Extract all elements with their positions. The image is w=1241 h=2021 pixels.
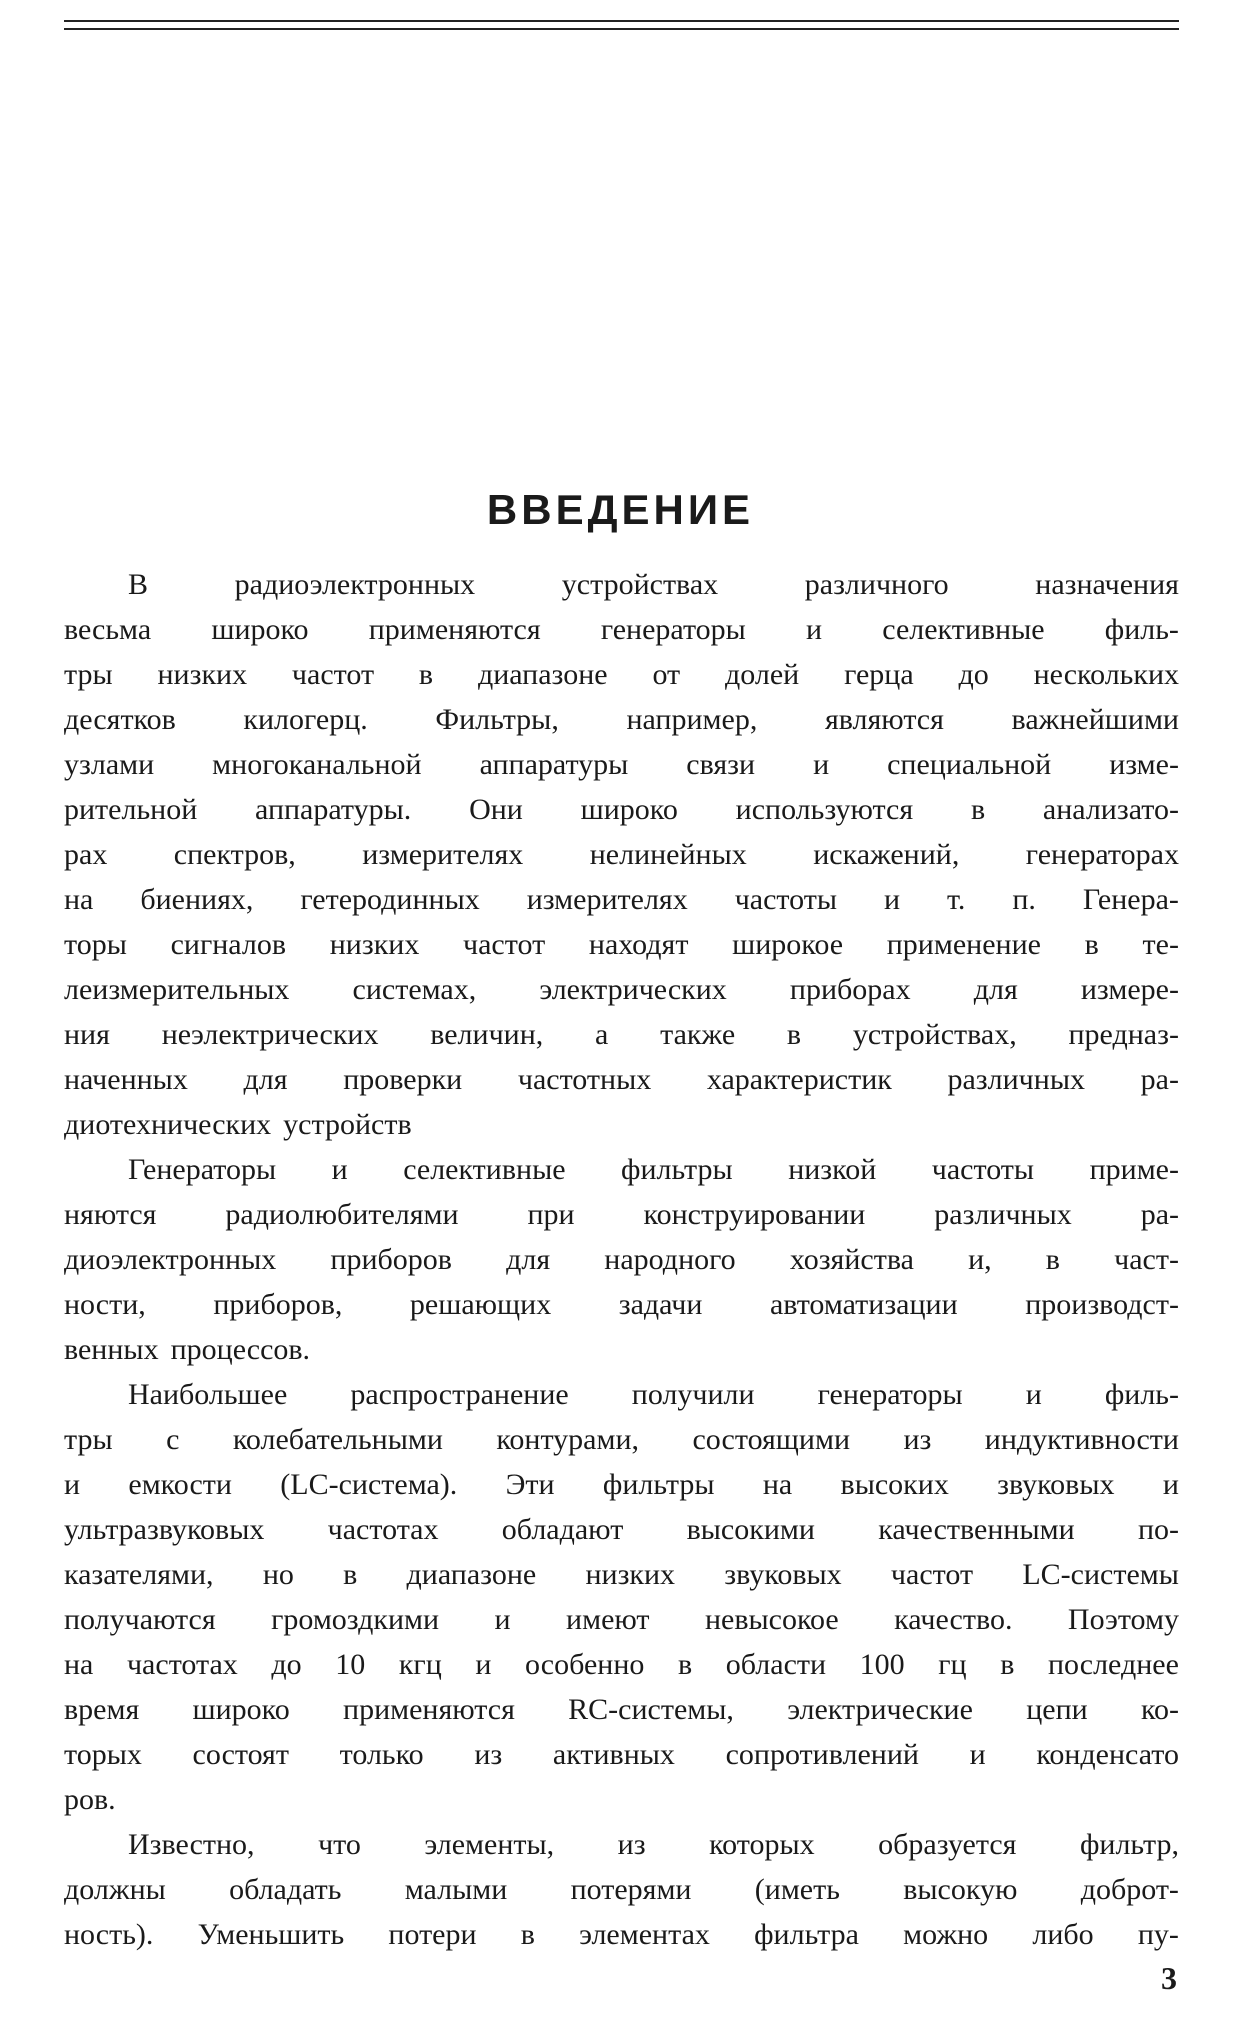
top-double-rule <box>64 20 1179 30</box>
text-line: ния неэлектрических величин, а также в устройствах, предназ- <box>64 1018 1179 1051</box>
text-line: и емкости (LC-система). Эти фильтры на высоких звуковых и <box>64 1468 1179 1501</box>
text-line: В радиоэлектронных устройствах различного назначения <box>128 568 1179 601</box>
text-line: Наибольшее распространение получили генераторы и филь- <box>128 1378 1179 1411</box>
text-line: Известно, что элементы, из которых образуется фильтр, <box>128 1828 1179 1861</box>
text-line: няются радиолюбителями при конструировании различных ра- <box>64 1198 1179 1231</box>
text-line: ность). Уменьшить потери в элементах фильтра можно либо пу- <box>64 1918 1179 1951</box>
text-line: диоэлектронных приборов для народного хозяйства и, в част- <box>64 1243 1179 1276</box>
text-line: весьма широко применяются генераторы и селективные филь- <box>64 613 1179 646</box>
text-line: ультразвуковых частотах обладают высокими качественными по- <box>64 1513 1179 1546</box>
text-line: казателями, но в диапазоне низких звуковых частот LC-системы <box>64 1558 1179 1591</box>
text-line: получаются громоздкими и имеют невысокое качество. Поэтому <box>64 1603 1179 1636</box>
text-line: торы сигналов низких частот находят широкое применение в те- <box>64 928 1179 961</box>
text-line: ности, приборов, решающих задачи автоматизации производст- <box>64 1288 1179 1321</box>
text-line: на биениях, гетеродинных измерителях частоты и т. п. Генера- <box>64 883 1179 916</box>
text-line: торых состоят только из активных сопротивлений и конденсато <box>64 1738 1179 1771</box>
text-line: ров. <box>64 1783 116 1816</box>
text-line: тры низких частот в диапазоне от долей герца до нескольких <box>64 658 1179 691</box>
body-text <box>64 562 1179 1957</box>
text-line: Генераторы и селективные фильтры низкой частоты приме- <box>128 1153 1179 1186</box>
text-line: должны обладать малыми потерями (иметь высокую доброт- <box>64 1873 1179 1906</box>
text-line: узлами многоканальной аппаратуры связи и специальной изме- <box>64 748 1179 781</box>
text-line: время широко применяются RC-системы, электрические цепи ко- <box>64 1693 1179 1726</box>
text-line: рах спектров, измерителях нелинейных искажений, генераторах <box>64 838 1179 871</box>
page-title: ВВЕДЕНИЕ <box>486 486 755 533</box>
text-line: тры с колебательными контурами, состоящими из индуктивности <box>64 1423 1179 1456</box>
text-line: леизмерительных системах, электрических приборах для измере- <box>64 973 1179 1006</box>
text-line: рительной аппаратуры. Они широко используются в анализато- <box>64 793 1179 826</box>
text-line: на частотах до 10 кгц и особенно в области 100 гц в последнее <box>64 1648 1179 1681</box>
page-number: 3 <box>1161 1960 1177 1996</box>
text-line: диотехнических устройств <box>64 1108 412 1141</box>
text-line: венных процессов. <box>64 1333 311 1366</box>
text-line: десятков килогерц. Фильтры, например, являются важнейшими <box>64 703 1179 736</box>
text-line: наченных для проверки частотных характеристик различных ра- <box>64 1063 1179 1096</box>
